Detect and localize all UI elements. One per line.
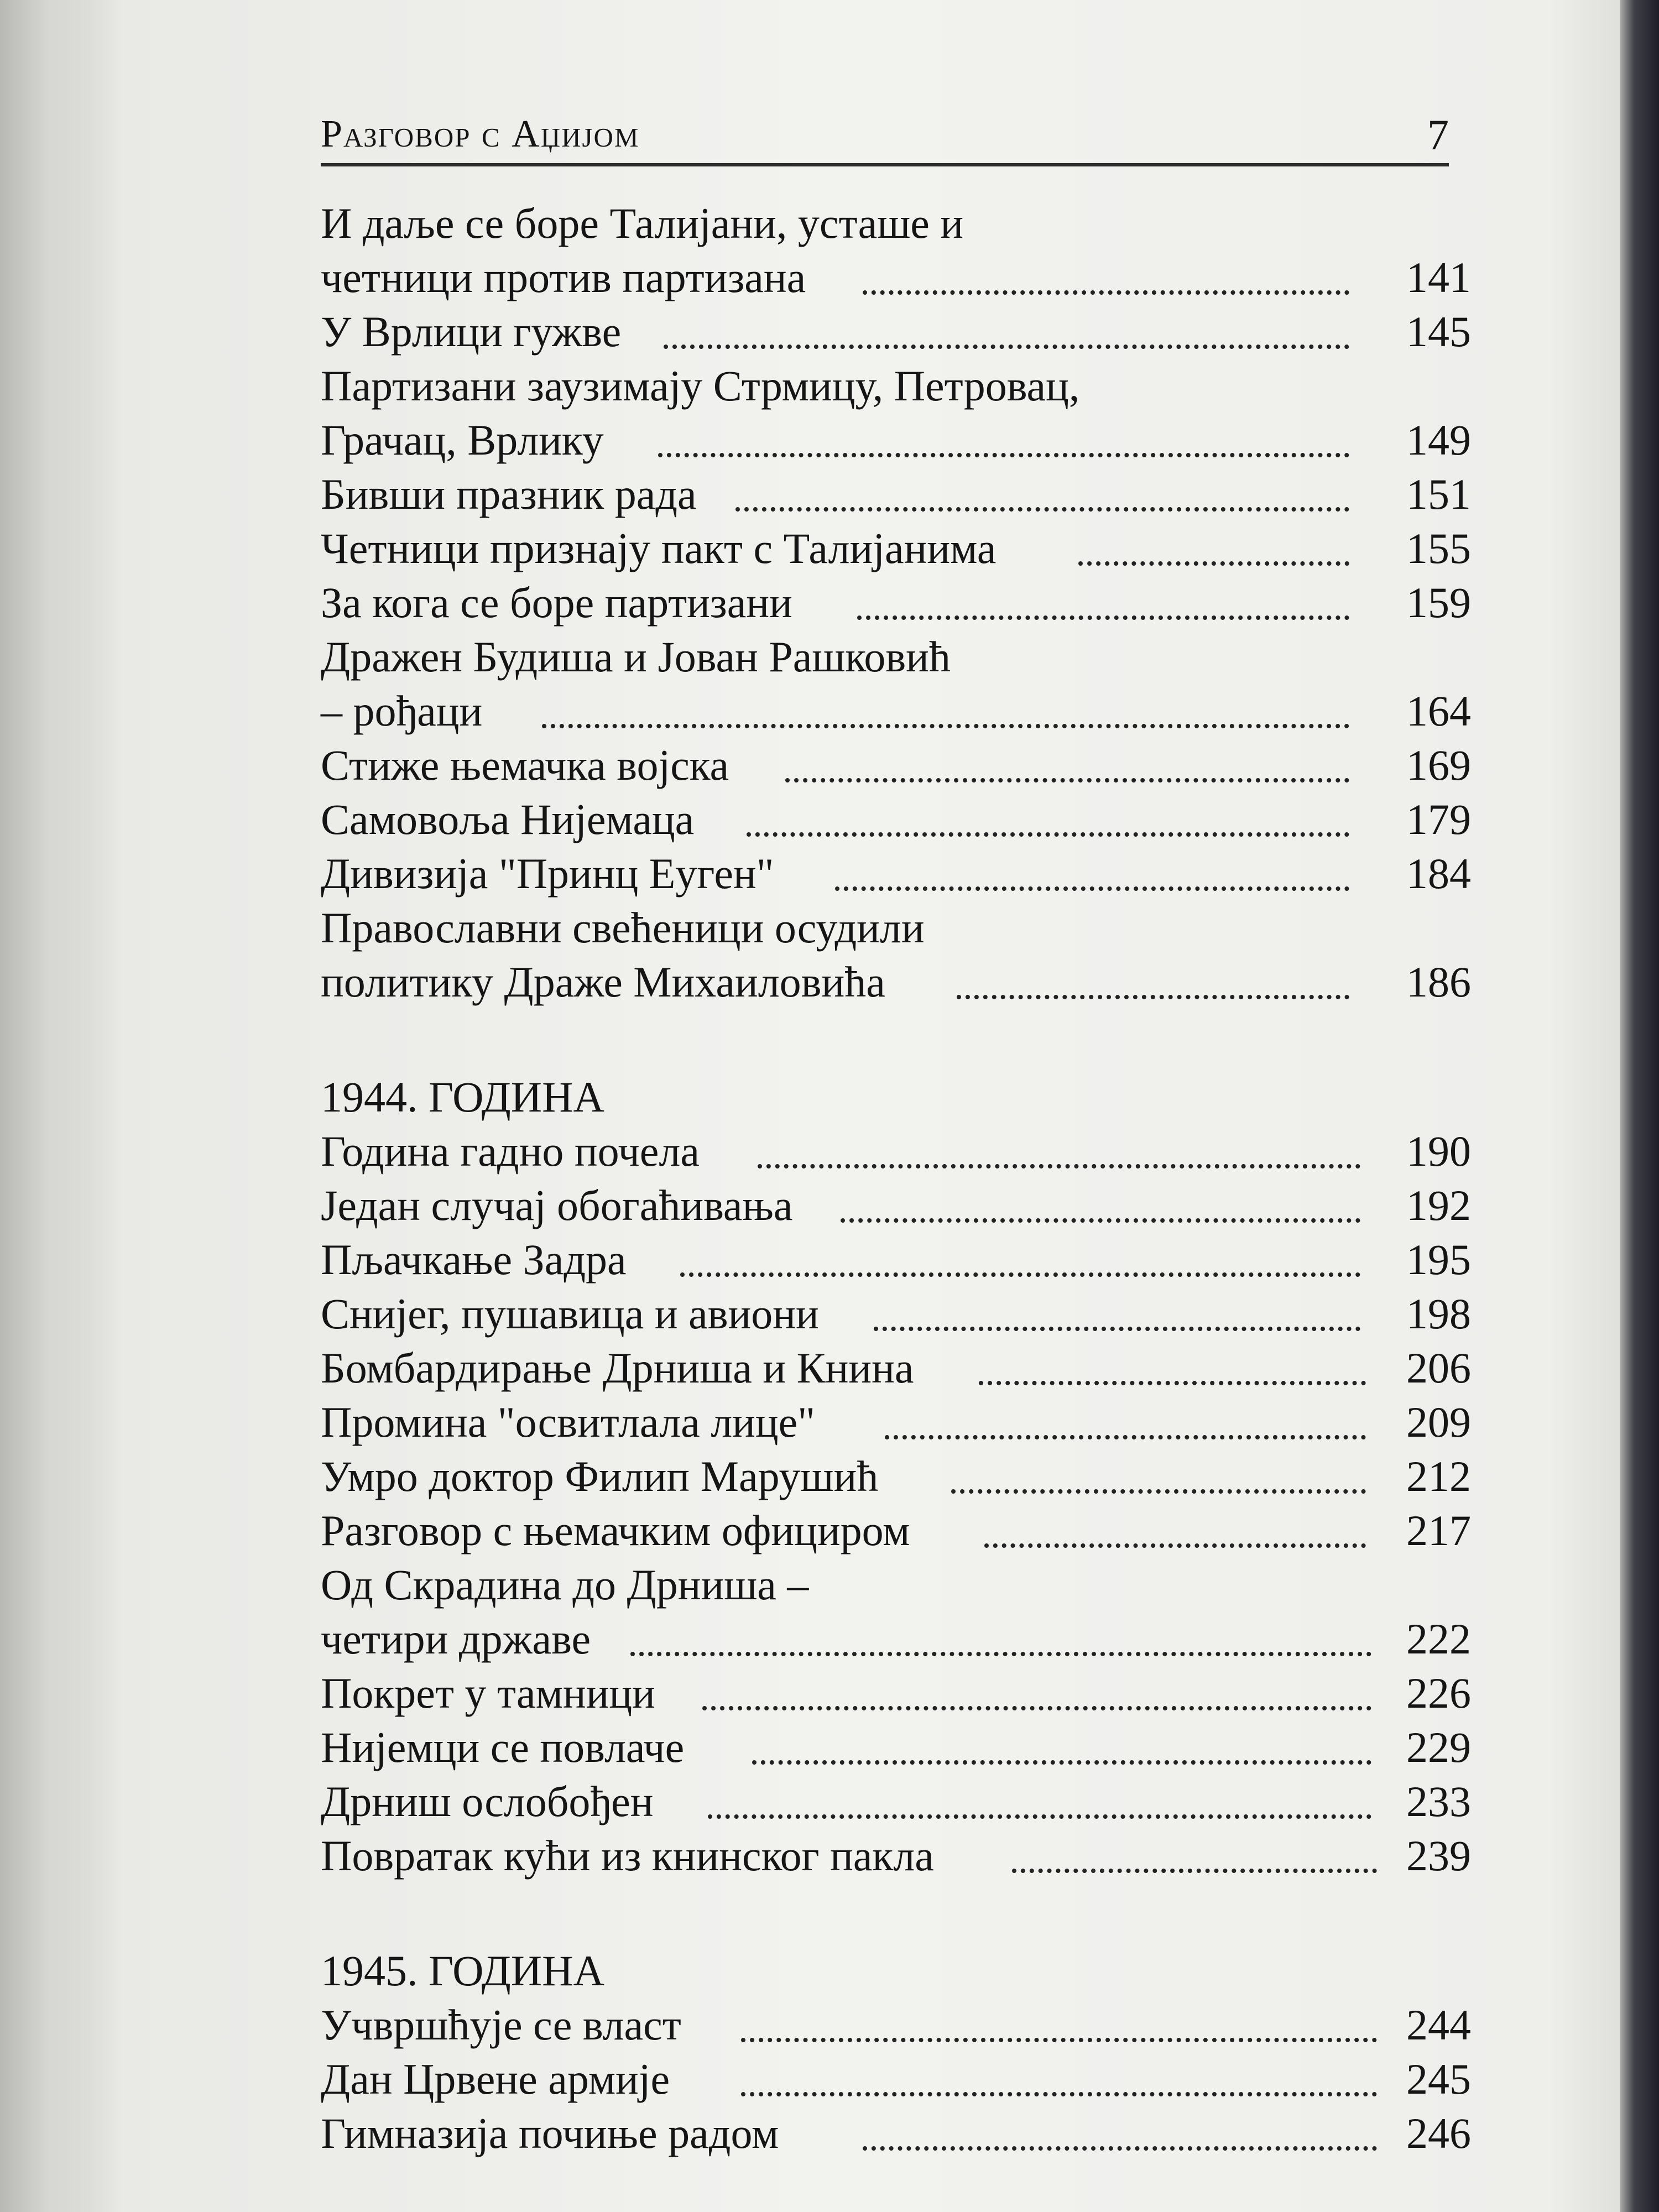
toc-entry-title: У Врлици гужве	[321, 307, 622, 356]
toc-entry-page: 246	[1406, 2109, 1471, 2157]
toc-entry-title: – рођаци	[321, 687, 483, 735]
toc-entry-page: 244	[1406, 2001, 1471, 2049]
toc-entry	[321, 1124, 1471, 1178]
toc-entry	[321, 196, 1471, 251]
leader-dots	[1012, 1861, 1377, 1873]
running-header-title: Разговор с Аџијом	[321, 113, 640, 155]
toc-entry-title: Година гадно почела	[321, 1127, 700, 1175]
leader-dots	[957, 987, 1349, 999]
toc-entry	[321, 467, 1471, 521]
toc-entry-page: 184	[1406, 849, 1471, 898]
section-heading-1945: 1945. ГОДИНА	[321, 1947, 604, 1995]
toc-entry-title: Партизани заузимају Стрмицу, Петровац,	[321, 362, 1080, 410]
toc-entry-page: 169	[1406, 741, 1471, 789]
toc-entry-title: Учвршћује се власт	[321, 2001, 681, 2049]
running-header	[321, 113, 1449, 166]
toc-entry-page: 217	[1406, 1506, 1471, 1554]
toc-section-1945	[321, 1944, 1482, 2161]
toc-entry-page: 145	[1406, 307, 1471, 356]
section-spacer	[321, 1009, 1482, 1070]
toc-entry-page: 226	[1406, 1669, 1471, 1717]
toc-entry	[321, 1720, 1471, 1775]
toc-entry-title: Разговор с њемачким официром	[321, 1506, 910, 1554]
leader-dots	[680, 1265, 1360, 1277]
toc-entry	[321, 1178, 1471, 1233]
toc-entry	[321, 1998, 1471, 2052]
toc-entry-title: Бомбардирање Дрниша и Книна	[321, 1344, 914, 1392]
toc-entry-page: 159	[1406, 578, 1471, 627]
toc-entry	[321, 1775, 1471, 1829]
toc-section-1944	[321, 1070, 1482, 1883]
toc-entry-title: Самовоља Нијемаца	[321, 795, 695, 843]
toc-entry	[321, 847, 1471, 901]
toc-entry-title: Стиже њемачка војска	[321, 741, 729, 789]
toc-entry-title: Дрниш ослобођен	[321, 1777, 654, 1825]
toc-entry-title: Четници признају пакт с Талијанима	[321, 524, 997, 572]
toc-entry-title: Дан Црвене армије	[321, 2055, 670, 2103]
running-header-page-number: 7	[1427, 111, 1449, 159]
book-cover-edge	[1620, 0, 1659, 2212]
toc-entry-page: 229	[1406, 1723, 1471, 1771]
toc-entry-page: 206	[1406, 1344, 1471, 1392]
toc-entry-page: 198	[1406, 1290, 1471, 1338]
toc-entry	[321, 1287, 1471, 1341]
toc-entry-title: Снијег, пушавица и авиони	[321, 1290, 819, 1338]
table-of-contents	[321, 196, 1482, 2161]
toc-entry-title: Дивизија "Принц Еуген"	[321, 849, 774, 898]
leader-dots	[885, 1427, 1366, 1439]
leader-dots	[747, 825, 1349, 837]
toc-entry	[321, 1233, 1471, 1287]
leader-dots	[664, 337, 1349, 349]
leader-dots	[741, 2030, 1377, 2042]
toc-entry-title: Један случај обогаћивања	[321, 1181, 793, 1229]
leader-dots	[1078, 554, 1349, 566]
toc-entry	[321, 955, 1471, 1009]
leader-dots	[702, 1698, 1371, 1710]
leader-dots	[874, 1319, 1360, 1331]
leader-dots	[951, 1481, 1366, 1494]
leader-dots	[630, 1644, 1371, 1656]
toc-entry-title: Гимназија почиње радом	[321, 2109, 779, 2157]
toc-entry	[321, 1341, 1471, 1395]
toc-entry-page: 212	[1406, 1452, 1471, 1500]
leader-dots	[857, 608, 1349, 620]
toc-entry-title: Промина "освитлала лице"	[321, 1398, 816, 1446]
leader-dots	[785, 770, 1349, 782]
toc-entry-page: 179	[1406, 795, 1471, 843]
book-binding-shadow	[0, 0, 122, 2212]
toc-entry	[321, 684, 1471, 738]
leader-dots	[979, 1373, 1366, 1385]
toc-entry-title: Грачац, Врлику	[321, 416, 604, 464]
toc-first-group	[321, 196, 1482, 1009]
section-spacer	[321, 1883, 1482, 1944]
leader-dots	[863, 283, 1349, 295]
toc-entry-title: политику Драже Михаиловића	[321, 958, 885, 1006]
toc-entry-title: Повратак кући из книнског пакла	[321, 1832, 934, 1880]
toc-entry-page: 149	[1406, 416, 1471, 464]
toc-entry	[321, 305, 1471, 359]
toc-entry	[321, 2106, 1471, 2161]
leader-dots	[841, 1211, 1360, 1223]
leader-dots	[984, 1536, 1366, 1548]
leader-dots	[708, 1807, 1371, 1819]
toc-entry-title: Покрет у тамници	[321, 1669, 655, 1717]
toc-entry	[321, 359, 1471, 413]
toc-entry-page: 233	[1406, 1777, 1471, 1825]
toc-entry	[321, 901, 1471, 955]
toc-entry-title: Умро доктор Филип Марушић	[321, 1452, 879, 1500]
toc-entry	[321, 1666, 1471, 1720]
toc-entry-page: 209	[1406, 1398, 1471, 1446]
leader-dots	[741, 2084, 1377, 2096]
leader-dots	[863, 2138, 1377, 2151]
toc-entry	[321, 1829, 1471, 1883]
toc-entry	[321, 792, 1471, 847]
toc-entry-page: 186	[1406, 958, 1471, 1006]
toc-entry-page: 155	[1406, 524, 1471, 572]
toc-entry-page: 245	[1406, 2055, 1471, 2103]
toc-entry-page: 190	[1406, 1127, 1471, 1175]
toc-entry	[321, 1558, 1471, 1612]
toc-entry-title: Православни свећеници осудили	[321, 904, 925, 952]
toc-entry-page: 151	[1406, 470, 1471, 518]
toc-entry	[321, 1449, 1471, 1504]
toc-entry-page: 164	[1406, 687, 1471, 735]
toc-entry-title: За кога се боре партизани	[321, 578, 792, 627]
toc-entry-title: И даље се боре Талијани, усташе и	[321, 199, 964, 247]
toc-entry-title: Дражен Будиша и Јован Рашковић	[321, 633, 951, 681]
toc-entry-page: 195	[1406, 1235, 1471, 1284]
toc-entry	[321, 1504, 1471, 1558]
leader-dots	[752, 1752, 1371, 1765]
toc-entry-page: 192	[1406, 1181, 1471, 1229]
leader-dots	[835, 879, 1349, 891]
toc-entry-title: Пљачкање Задра	[321, 1235, 627, 1284]
toc-entry	[321, 630, 1471, 684]
toc-entry	[321, 576, 1471, 630]
toc-entry-title: Бивши празник рада	[321, 470, 697, 518]
leader-dots	[735, 499, 1349, 512]
toc-entry	[321, 521, 1471, 576]
toc-entry	[321, 251, 1471, 305]
toc-entry	[321, 1612, 1471, 1666]
toc-entry	[321, 413, 1471, 467]
toc-entry	[321, 738, 1471, 792]
toc-entry-page: 141	[1406, 253, 1471, 301]
toc-entry	[321, 2052, 1471, 2106]
toc-entry-title: Од Скрадина до Дрниша –	[321, 1561, 809, 1609]
toc-entry-title: Нијемци се повлаче	[321, 1723, 685, 1771]
leader-dots	[542, 716, 1349, 728]
section-heading-1944: 1944. ГОДИНА	[321, 1073, 604, 1121]
toc-entry-page: 239	[1406, 1832, 1471, 1880]
toc-entry-title: четници против партизана	[321, 253, 806, 301]
toc-entry	[321, 1395, 1471, 1449]
leader-dots	[758, 1156, 1360, 1168]
leader-dots	[658, 445, 1349, 457]
toc-entry-title: четири државе	[321, 1615, 591, 1663]
toc-entry-page: 222	[1406, 1615, 1471, 1663]
